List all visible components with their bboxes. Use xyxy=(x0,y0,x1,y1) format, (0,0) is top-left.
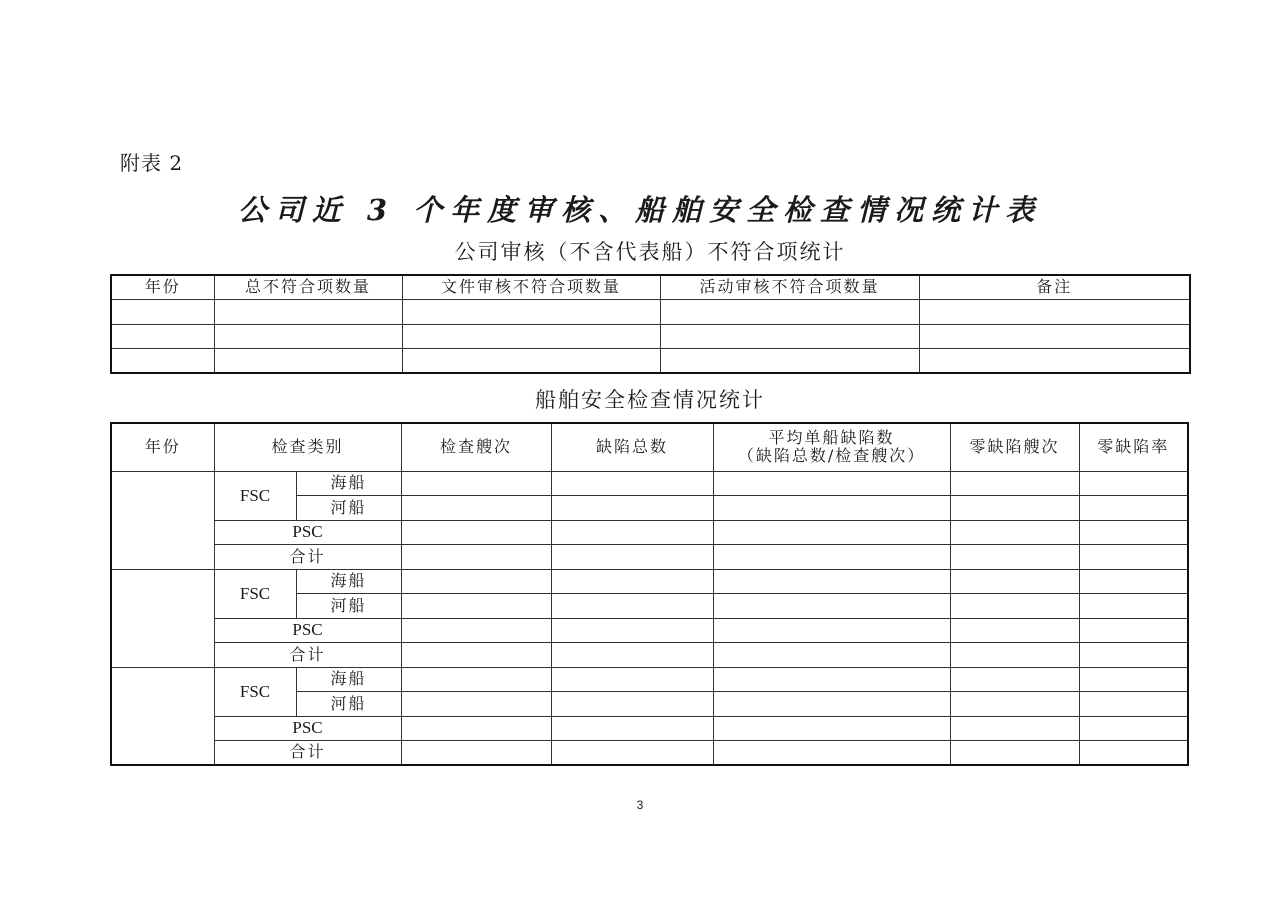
column-header-zero-defect-rate: 零缺陷率 xyxy=(1079,423,1188,471)
column-header-avg-defects xyxy=(713,423,950,471)
category-fsc: FSC xyxy=(214,667,296,716)
table-row xyxy=(111,349,1190,374)
cell-avg-defects xyxy=(713,716,950,741)
cell-avg-defects xyxy=(713,594,950,619)
cell-zero-defect-rate xyxy=(1079,741,1188,766)
category-sea-ship: 海船 xyxy=(296,569,401,594)
cell-zero-defect-rate xyxy=(1079,692,1188,717)
cell-zero-defect-rate xyxy=(1079,545,1188,570)
avg-defects-formula: （缺陷总数/检查艘次） xyxy=(737,446,926,466)
ship-inspection-table xyxy=(110,422,1189,766)
cell-zero-defect-rate xyxy=(1079,569,1188,594)
cell-zero-defect-count xyxy=(950,667,1079,692)
cell-document xyxy=(402,324,660,349)
category-river-ship: 河船 xyxy=(296,496,401,521)
cell-zero-defect-count xyxy=(950,643,1079,668)
table-row xyxy=(111,471,1188,496)
cell-activity xyxy=(660,349,919,374)
cell-inspections xyxy=(401,741,551,766)
cell-zero-defect-rate xyxy=(1079,643,1188,668)
cell-year xyxy=(111,300,214,325)
cell-zero-defect-count xyxy=(950,594,1079,619)
cell-year xyxy=(111,324,214,349)
column-header-document-audit: 文件审核不符合项数量 xyxy=(402,275,660,300)
cell-inspections xyxy=(401,569,551,594)
cell-total xyxy=(214,349,402,374)
cell-remarks xyxy=(919,300,1190,325)
cell-inspections xyxy=(401,594,551,619)
cell-year xyxy=(111,667,214,765)
cell-zero-defect-rate xyxy=(1079,594,1188,619)
table-row xyxy=(111,716,1188,741)
inspection-table-title: 船舶安全检查情况统计 xyxy=(535,388,765,412)
cell-avg-defects xyxy=(713,545,950,570)
cell-zero-defect-count xyxy=(950,520,1079,545)
cell-zero-defect-rate xyxy=(1079,667,1188,692)
cell-zero-defect-count xyxy=(950,471,1079,496)
category-fsc: FSC xyxy=(214,471,296,520)
cell-inspections xyxy=(401,692,551,717)
table-row xyxy=(111,741,1188,766)
cell-activity xyxy=(660,324,919,349)
column-header-activity-audit: 活动审核不符合项数量 xyxy=(660,275,919,300)
cell-inspections xyxy=(401,643,551,668)
cell-total-defects xyxy=(551,594,713,619)
cell-total-defects xyxy=(551,545,713,570)
cell-avg-defects xyxy=(713,741,950,766)
cell-zero-defect-rate xyxy=(1079,716,1188,741)
cell-avg-defects xyxy=(713,496,950,521)
cell-total-defects xyxy=(551,716,713,741)
column-header-category: 检查类别 xyxy=(214,423,401,471)
cell-inspections xyxy=(401,667,551,692)
cell-zero-defect-count xyxy=(950,618,1079,643)
cell-zero-defect-rate xyxy=(1079,618,1188,643)
category-sea-ship: 海船 xyxy=(296,667,401,692)
cell-inspections xyxy=(401,496,551,521)
column-header-year: 年份 xyxy=(111,275,214,300)
column-header-zero-defect-count: 零缺陷艘次 xyxy=(950,423,1079,471)
table-row xyxy=(111,545,1188,570)
cell-inspections xyxy=(401,520,551,545)
category-psc: PSC xyxy=(214,618,401,643)
cell-zero-defect-count xyxy=(950,716,1079,741)
table-row xyxy=(111,520,1188,545)
column-header-remarks: 备注 xyxy=(919,275,1190,300)
table-header-row xyxy=(111,423,1188,471)
appendix-label: 附表 2 xyxy=(120,151,184,175)
cell-avg-defects xyxy=(713,667,950,692)
cell-zero-defect-count xyxy=(950,741,1079,766)
table-row xyxy=(111,324,1190,349)
cell-year xyxy=(111,349,214,374)
page-title: 公司近 3 个年度审核、船舶安全检查情况统计表 xyxy=(237,193,1043,227)
category-total: 合计 xyxy=(214,545,401,570)
cell-avg-defects xyxy=(713,520,950,545)
cell-inspections xyxy=(401,618,551,643)
cell-inspections xyxy=(401,545,551,570)
cell-avg-defects xyxy=(713,643,950,668)
cell-avg-defects xyxy=(713,692,950,717)
category-psc: PSC xyxy=(214,520,401,545)
cell-total-defects xyxy=(551,667,713,692)
cell-remarks xyxy=(919,324,1190,349)
cell-year xyxy=(111,569,214,667)
cell-zero-defect-count xyxy=(950,692,1079,717)
cell-zero-defect-count xyxy=(950,545,1079,570)
category-river-ship: 河船 xyxy=(296,594,401,619)
cell-total-defects xyxy=(551,569,713,594)
cell-total-defects xyxy=(551,520,713,545)
table-row xyxy=(111,643,1188,668)
cell-year xyxy=(111,471,214,569)
cell-total-defects xyxy=(551,618,713,643)
column-header-inspections: 检查艘次 xyxy=(401,423,551,471)
cell-total xyxy=(214,324,402,349)
category-sea-ship: 海船 xyxy=(296,471,401,496)
category-river-ship: 河船 xyxy=(296,692,401,717)
cell-total-defects xyxy=(551,643,713,668)
table-row xyxy=(111,300,1190,325)
table-row xyxy=(111,618,1188,643)
cell-total-defects xyxy=(551,741,713,766)
table-row xyxy=(111,569,1188,594)
cell-inspections xyxy=(401,471,551,496)
table-header-row xyxy=(111,275,1190,300)
audit-nonconformity-table xyxy=(110,274,1191,374)
cell-avg-defects xyxy=(713,569,950,594)
cell-activity xyxy=(660,300,919,325)
cell-zero-defect-count xyxy=(950,496,1079,521)
category-fsc: FSC xyxy=(214,569,296,618)
cell-zero-defect-rate xyxy=(1079,471,1188,496)
cell-total-defects xyxy=(551,692,713,717)
cell-total xyxy=(214,300,402,325)
audit-table-title: 公司审核（不含代表船）不符合项统计 xyxy=(454,240,846,264)
cell-avg-defects xyxy=(713,471,950,496)
cell-document xyxy=(402,300,660,325)
cell-total-defects xyxy=(551,471,713,496)
category-psc: PSC xyxy=(214,716,401,741)
cell-zero-defect-rate xyxy=(1079,496,1188,521)
category-total: 合计 xyxy=(214,741,401,766)
page-number: 3 xyxy=(636,798,644,812)
avg-defects-label: 平均单船缺陷数 xyxy=(768,427,895,447)
column-header-total-defects: 缺陷总数 xyxy=(551,423,713,471)
table-row xyxy=(111,667,1188,692)
column-header-year: 年份 xyxy=(111,423,214,471)
cell-zero-defect-rate xyxy=(1079,520,1188,545)
cell-zero-defect-count xyxy=(950,569,1079,594)
column-header-total-nonconformities: 总不符合项数量 xyxy=(214,275,402,300)
cell-document xyxy=(402,349,660,374)
cell-total-defects xyxy=(551,496,713,521)
cell-remarks xyxy=(919,349,1190,374)
cell-avg-defects xyxy=(713,618,950,643)
category-total: 合计 xyxy=(214,643,401,668)
cell-inspections xyxy=(401,716,551,741)
